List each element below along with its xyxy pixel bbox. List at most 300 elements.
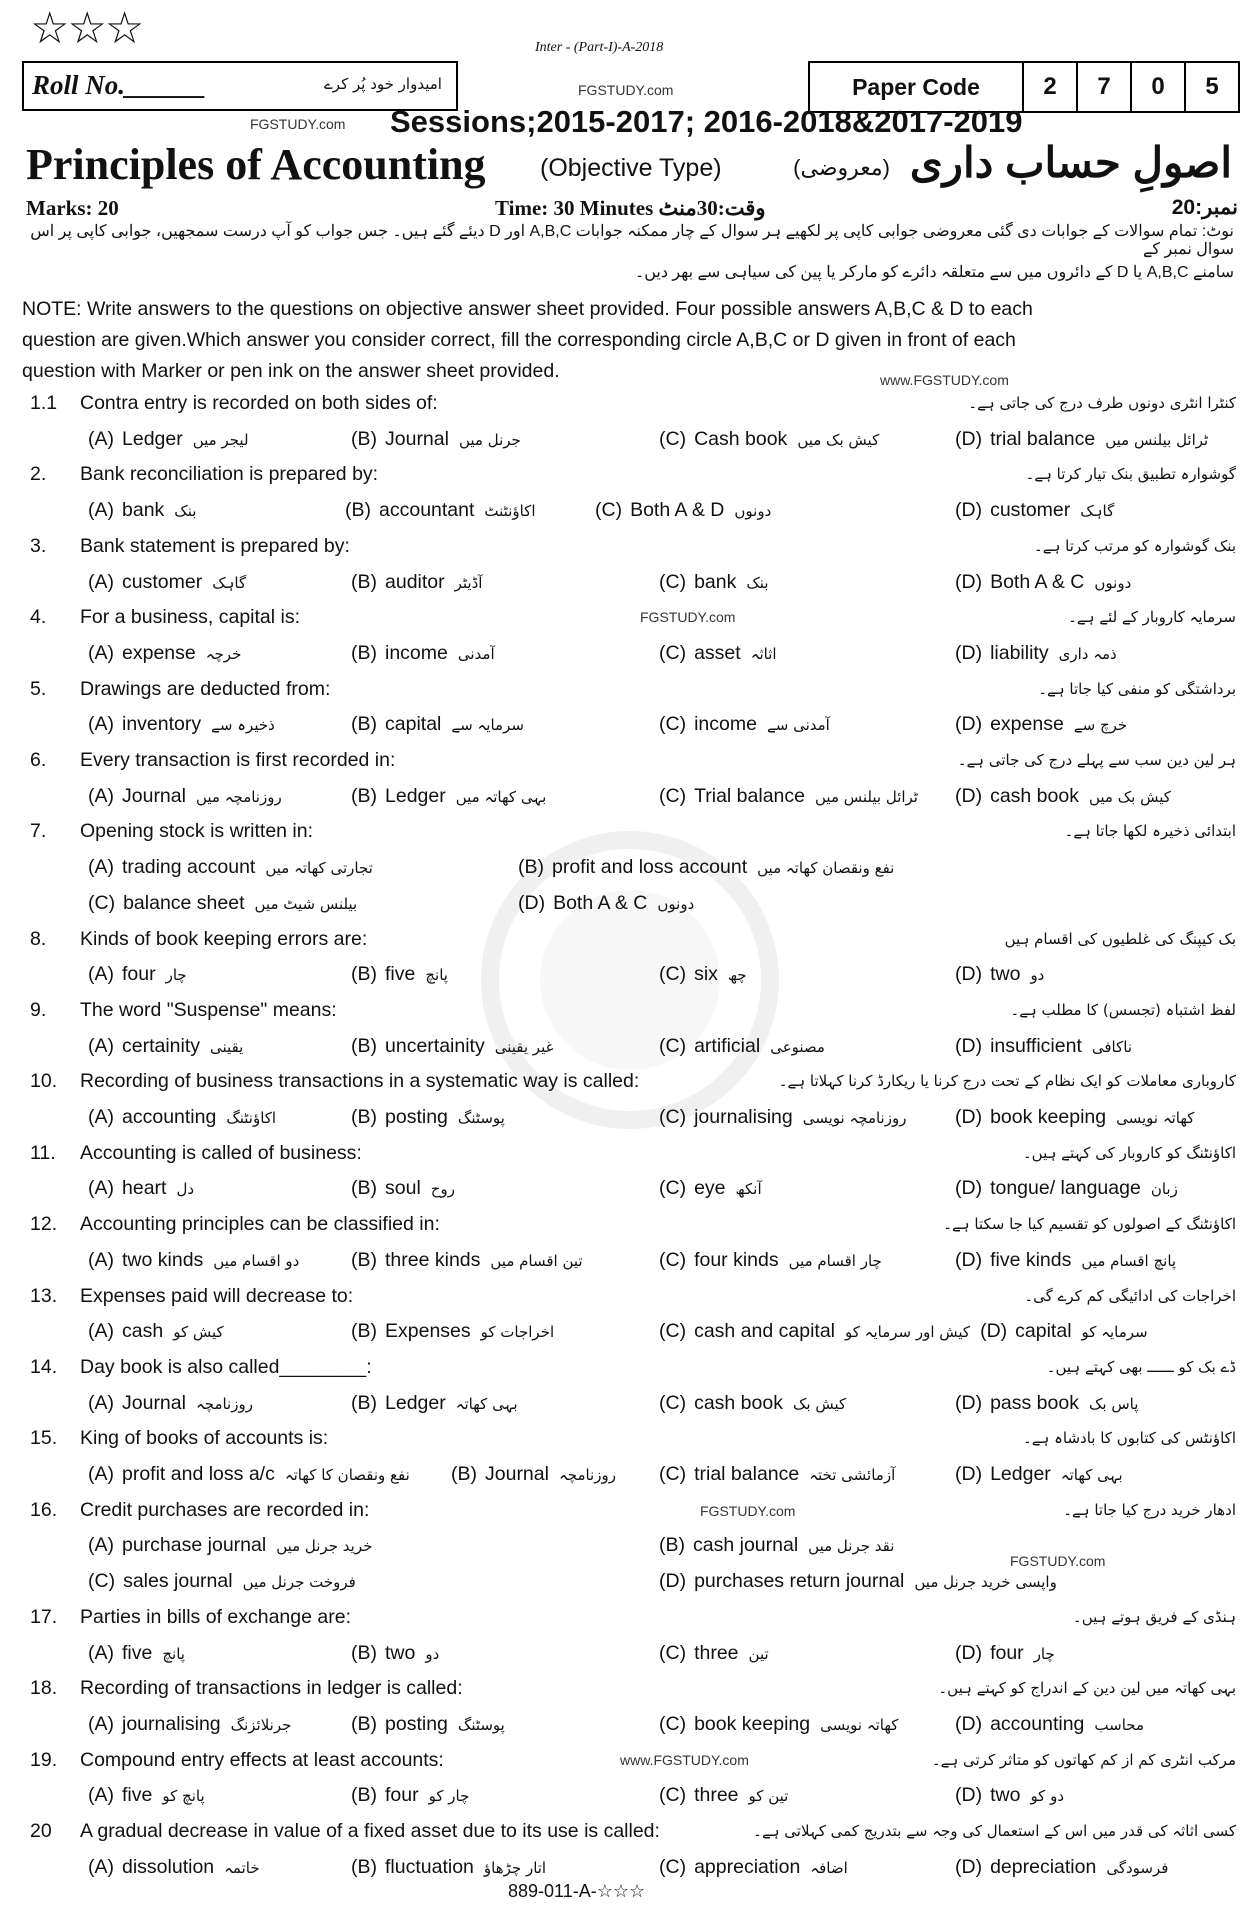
option-text: tongue/ language [990,1177,1141,1200]
option-letter: (C) [595,499,623,522]
question-line [30,1070,1236,1092]
question-number: 4. [30,606,47,629]
option-urdu: آڈیٹر [454,573,483,592]
option-text: Both A & C [990,570,1085,593]
option-text: book keeping [990,1106,1107,1128]
option-text: Journal [122,1391,186,1414]
question-text: Compound entry effects at least accounts: [80,1748,444,1771]
option-a [88,1035,351,1058]
option-letter: (A) [88,1784,114,1807]
option-c [659,571,955,594]
option-a [88,1320,351,1343]
option-urdu: آزمائشی تختہ [809,1466,896,1484]
option-urdu: خرید جرنل میں [276,1537,373,1556]
option-letter: (C) [88,891,116,914]
option-urdu: چار [165,966,187,985]
option-urdu: پوسٹنگ [457,1715,505,1734]
option-urdu: سرمایہ سے [451,716,524,735]
option-text: dissolution [122,1855,215,1878]
option-letter: (B) [451,1463,477,1485]
option-urdu: مصنوعی [770,1037,825,1056]
question-urdu: ڈے بک کو ــــــ بھی کہتے ہیں۔ [1046,1357,1236,1376]
option-text: four [122,963,156,986]
option-letter: (C) [659,1712,687,1735]
option-letter: (B) [351,1641,377,1664]
option-text: Journal [485,1463,549,1485]
option-text: customer [122,570,203,593]
option-letter: (A) [88,1463,114,1485]
roll-number-label: Roll No.______ [32,70,207,100]
option-letter: (D) [955,570,983,593]
option-text: Expenses [385,1320,471,1343]
option-a [88,785,351,808]
option-urdu: یقینی [210,1037,244,1056]
option-urdu: بنک [746,573,769,592]
option-b [351,1642,659,1665]
paper-code-label: Paper Code [852,73,980,100]
question-urdu: ادھار خرید درج کیا جاتا ہے۔ [1063,1500,1236,1519]
question-text: Accounting principles can be classified in: [80,1213,440,1236]
option-d [518,892,704,915]
option-letter: (A) [88,1177,114,1200]
option-text: expense [122,641,196,664]
paper-title: Principles of Accounting [26,140,486,189]
watermark: www.FGSTUDY.com [880,372,1009,388]
option-text: two [990,1784,1021,1807]
question-text: Drawings are deducted from: [80,677,331,700]
option-urdu: پانچ کو [162,1787,205,1806]
option-urdu: دو کو [1030,1787,1065,1806]
option-text: depreciation [990,1855,1097,1878]
option-text: bank [694,570,737,593]
option-text: three [694,1784,739,1807]
option-c [659,1249,955,1272]
question-text: Accounting is called of business: [80,1141,362,1164]
option-text: three [694,1641,739,1664]
option-urdu: دونوں [1094,573,1132,592]
option-text: capital [385,713,442,736]
option-urdu: کھاتہ نویسی [1116,1109,1195,1127]
option-text: inventory [122,713,202,736]
option-d [955,1856,1178,1879]
option-text: journalising [122,1712,221,1735]
option-urdu: زبان [1150,1180,1178,1199]
option-c [659,1713,955,1736]
options-row [88,1249,1186,1272]
option-text: purchase journal [122,1534,267,1557]
question-text: The word "Suspense" means: [80,998,337,1021]
option-letter: (A) [88,641,114,664]
option-urdu: واپسی خرید جرنل میں [914,1573,1057,1592]
exam-label: Inter - (Part-I)-A-2018 [535,40,664,55]
option-text: insufficient [990,1034,1082,1057]
option-text: accountant [379,499,475,522]
option-b [351,428,659,451]
question-urdu: ابتدائی ذخیرہ لکھا جاتا ہے۔ [1064,822,1236,841]
option-letter: (A) [88,427,114,450]
watermark: www.FGSTUDY.com [620,1752,749,1768]
option-letter: (C) [659,427,687,450]
option-a [88,1642,351,1665]
question-text: Bank reconciliation is prepared by: [80,463,379,486]
option-text: heart [122,1177,167,1200]
question-text: Contra entry is recorded on both sides of: [80,392,438,414]
option-text: four kinds [694,1248,779,1271]
marks-urdu: نمبر:20 [1171,196,1238,219]
options-row [88,571,1141,594]
option-urdu: چار [1033,1644,1055,1663]
options-row [88,1856,1178,1879]
question-line [30,1606,1236,1628]
option-urdu: خاتمہ [224,1858,260,1877]
question-number: 8. [30,927,47,950]
marks: Marks: 20 [26,196,119,220]
option-text: Journal [385,427,449,450]
question-urdu: بنک گوشوارہ کو مرتب کرتا ہے۔ [1033,536,1236,555]
option-a [88,499,345,522]
paper-type-urdu: (معروضی) [793,155,890,180]
option-text: capital [1015,1320,1072,1343]
option-b [351,713,659,736]
option-letter: (D) [955,1248,983,1271]
option-letter: (B) [351,963,377,986]
question-line [30,1142,1236,1164]
option-b [659,1534,904,1557]
option-b [351,571,659,594]
option-urdu: تین [748,1644,769,1663]
option-letter: (A) [88,499,114,522]
question-text: Bank statement is prepared by: [80,534,350,557]
option-d [955,1035,1142,1058]
option-letter: (A) [88,1106,114,1128]
option-urdu: دو [1030,966,1045,985]
option-letter: (D) [955,1034,983,1057]
option-urdu: سرمایہ کو [1081,1323,1148,1342]
question-line [30,1677,1236,1699]
option-letter: (B) [518,856,544,879]
option-urdu: نقد جرنل میں [808,1537,895,1556]
question-line [30,749,1236,771]
option-d [955,785,1181,808]
option-urdu: گاہک [212,573,247,592]
option-a [88,571,351,594]
stars-mark: ☆☆☆ [30,3,143,54]
question-number: 14. [30,1355,58,1378]
options-row [88,1784,1074,1807]
option-letter: (D) [955,499,983,522]
option-urdu: ذخیرہ سے [211,716,275,735]
note-urdu: سامنے A,B,C یا D کے دائروں میں سے متعلقہ دائرے کو مارکر یا پین کی سیاہی سے بھر دیں۔ [634,264,1234,281]
question-line [30,678,1236,700]
watermark: FGSTUDY.com [700,1503,796,1519]
watermark: FGSTUDY.com [1010,1553,1106,1569]
option-a [88,1392,351,1415]
question-text: Day book is also called________: [80,1355,372,1378]
option-d [955,499,1124,522]
option-letter: (C) [659,1034,687,1057]
option-letter: (B) [351,1248,377,1271]
option-text: journalising [694,1106,793,1128]
question-line [30,535,1236,557]
question-urdu: اکاؤنٹس کی کتابوں کا بادشاہ ہے۔ [1022,1429,1236,1448]
paper-code-digit: 2 [1022,63,1076,111]
question-number: 16. [30,1498,58,1521]
option-letter: (C) [659,1784,687,1807]
option-d [955,642,1127,665]
question-text: Parties in bills of exchange are: [80,1605,351,1628]
option-text: cash journal [693,1534,799,1557]
option-letter: (C) [659,570,687,593]
option-a [88,1177,351,1200]
option-urdu: پانچ اقسام میں [1081,1251,1177,1270]
option-urdu: نفع ونقصان کھاتہ میں [757,859,895,878]
option-c [659,785,955,808]
option-text: income [385,641,448,664]
option-letter: (D) [955,641,983,664]
option-letter: (D) [518,891,546,914]
option-urdu: چھ [727,966,747,985]
option-a [88,1106,351,1129]
option-urdu: بہی کھاتہ [1060,1466,1123,1484]
option-text: Both A & D [630,499,725,522]
option-urdu: ناکافی [1091,1037,1132,1056]
paper-title-urdu: اصولِ حساب داری [909,139,1232,186]
watermark: FGSTUDY.com [640,609,736,625]
option-text: three kinds [385,1248,481,1271]
option-urdu: اضافہ [810,1858,848,1877]
option-urdu: اتار چڑھاؤ [483,1858,547,1877]
option-letter: (C) [659,1463,687,1485]
option-d [955,1249,1186,1272]
option-urdu: بہی کھاتہ میں [455,787,547,806]
option-letter: (C) [659,1320,687,1343]
note-urdu: نوٹ: تمام سوالات کے جوابات دی گئی معروضی جوابی کاپی پر لکھیے ہر سوال کے چار ممکنہ جوابات A,B,C اور D دیئے گئے ہیں۔ جس جواب کو آپ درست سمجھیں، جوابی کاپی پر اس سوال نمبر کے [30,223,1234,258]
option-letter: (A) [88,856,114,879]
options-row [88,1642,1065,1665]
option-urdu: بہی کھاتہ [455,1394,518,1413]
option-urdu: تین اقسام میں [490,1251,583,1270]
option-text: four [385,1784,419,1807]
question-number: 13. [30,1284,58,1307]
option-urdu: بیلنس شیٹ میں [254,894,358,913]
option-text: expense [990,713,1064,736]
option-letter: (A) [88,1391,114,1414]
option-c [659,1177,955,1200]
option-d [955,1106,1204,1129]
option-urdu: روزنامچہ میں [195,787,282,806]
option-urdu: اکاؤنٹنگ [226,1109,277,1127]
option-a [88,1534,659,1557]
question-urdu: اکاؤنٹنگ کے اصولوں کو تقسیم کیا جا سکتا ہے۔ [943,1215,1236,1234]
options-row [88,1320,1158,1343]
option-text: cash and capital [694,1320,836,1343]
paper-code-digit: 7 [1076,63,1130,111]
question-text: Every transaction is first recorded in: [80,749,396,771]
option-urdu: کھاتہ نویسی [820,1715,899,1734]
option-letter: (B) [351,1784,377,1807]
options-row [88,713,1137,736]
question-line [30,392,1236,414]
option-letter: (C) [659,1106,687,1128]
option-text: profit and loss a/c [122,1463,275,1485]
option-letter: (D) [955,784,983,807]
question-urdu: برداشتگی کو منفی کیا جاتا ہے۔ [1038,679,1236,698]
option-text: soul [385,1177,421,1200]
option-c [659,1106,955,1129]
question-text: Recording of transactions in ledger is called: [80,1677,463,1700]
option-urdu: ذمہ داری [1058,644,1117,663]
question-line [30,1499,1236,1521]
option-b [351,642,659,665]
question-number: 3. [30,534,47,557]
option-letter: (A) [88,1320,114,1343]
options-row [88,1177,1188,1200]
question-text: King of books of accounts is: [80,1427,329,1450]
options-row [88,499,1124,522]
option-text: Cash book [694,427,788,450]
option-b [351,1856,659,1879]
option-b [351,1177,659,1200]
option-urdu: ٹرائل بیلنس میں [815,787,918,806]
option-text: profit and loss account [552,856,748,879]
option-text: Journal [122,784,186,807]
option-letter: (B) [351,641,377,664]
option-text: bank [122,499,165,522]
option-urdu: جرنل میں [458,430,521,449]
option-d [955,1463,1133,1486]
option-d [955,1713,1154,1736]
option-text: trial balance [990,427,1096,450]
option-c [659,1320,980,1343]
options-row [88,892,704,915]
option-urdu: پاس بک [1088,1394,1139,1413]
option-text: cash book [694,1391,783,1414]
option-text: appreciation [694,1855,801,1878]
option-c [659,713,955,736]
option-text: balance sheet [123,891,245,914]
option-text: five [122,1641,153,1664]
option-c [659,642,955,665]
option-text: posting [385,1106,448,1128]
option-c [595,499,955,522]
option-letter: (A) [88,1534,114,1557]
option-text: pass book [990,1391,1079,1414]
option-urdu: روزنامچہ [195,1394,253,1413]
option-d [980,1320,1158,1343]
question-urdu: اکاؤنٹنگ کو کاروبار کی کہتے ہیں۔ [1022,1143,1236,1162]
question-text: Recording of business transactions in a systematic way is called: [80,1070,640,1093]
option-urdu: دل [176,1180,195,1199]
option-b [351,1713,659,1736]
option-letter: (B) [351,713,377,736]
option-c [659,1856,955,1879]
options-row [88,428,1218,451]
option-letter: (C) [659,713,687,736]
option-a [88,856,518,879]
question-urdu: بک کیپنگ کی غلطیوں کی اقسام ہیں [1004,929,1236,948]
option-letter: (D) [955,1712,983,1735]
option-letter: (C) [659,784,687,807]
question-number: 20 [30,1820,52,1842]
question-number: 12. [30,1213,58,1236]
option-c [659,428,955,451]
option-d [955,713,1137,736]
option-d [659,1570,1067,1593]
option-text: auditor [385,570,445,593]
option-a [88,1463,451,1486]
option-urdu: جرنلائزنگ [230,1715,292,1734]
option-letter: (C) [659,641,687,664]
option-b [451,1463,659,1486]
option-d [955,1392,1148,1415]
option-d [955,428,1218,451]
option-letter: (B) [351,1034,377,1057]
option-urdu: خرچ سے [1073,716,1128,735]
option-a [88,963,351,986]
option-urdu: پوسٹنگ [457,1109,505,1127]
question-number: 18. [30,1677,58,1700]
question-number: 11. [30,1141,56,1164]
option-urdu: گاہک [1080,502,1115,521]
sessions: Sessions;2015-2017; 2016-2018&2017-2019 [390,104,1023,139]
option-letter: (C) [659,1855,687,1878]
option-letter: (B) [351,1177,377,1200]
options-row [88,963,1054,986]
paper-code-digit: 0 [1130,63,1184,111]
option-urdu: کیش کو [173,1323,224,1342]
options-row [88,1713,1154,1736]
option-text: two [990,963,1021,986]
option-text: uncertainity [385,1034,485,1057]
option-urdu: روزنامچہ نویسی [802,1109,907,1127]
option-text: eye [694,1177,726,1200]
option-letter: (A) [88,1855,114,1878]
question-line [30,1213,1236,1235]
option-urdu: کیش بک میں [1088,787,1171,806]
question-text: Opening stock is written in: [80,820,314,843]
option-b [351,1106,659,1129]
option-text: Trial balance [694,784,805,807]
option-text: five [122,1784,153,1807]
option-text: cash book [990,784,1079,807]
option-urdu: دو اقسام میں [213,1251,300,1270]
question-text: Credit purchases are recorded in: [80,1498,370,1521]
question-urdu: گوشوارہ تطبیق بنک تیار کرتا ہے۔ [1025,465,1236,484]
question-number: 1.1 [30,392,58,414]
option-urdu: لیجر میں [192,430,249,449]
question-text: Kinds of book keeping errors are: [80,927,368,950]
option-urdu: خرچہ [205,644,242,663]
options-row [88,1570,1067,1593]
question-urdu: کاروباری معاملات کو ایک نظام کے تحت درج کرنا یا ریکارڈ کرنا کہلاتا ہے۔ [778,1072,1236,1091]
question-number: 10. [30,1070,58,1093]
option-c [88,1570,659,1593]
option-b [351,1392,659,1415]
question-urdu: اخراجات کی ادائیگی کم کرے گی۔ [1024,1286,1236,1305]
question-line [30,463,1236,485]
paper-type: (Objective Type) [540,154,722,182]
option-letter: (B) [351,1712,377,1735]
question-number: 17. [30,1605,58,1628]
option-urdu: تجارتی کھاتہ میں [265,859,373,878]
option-d [955,571,1141,594]
option-letter: (D) [955,1784,983,1807]
note [22,294,1237,387]
question-line [30,1356,1236,1378]
question-line [30,1427,1236,1449]
question-number: 19. [30,1748,58,1771]
option-text: accounting [122,1106,217,1128]
